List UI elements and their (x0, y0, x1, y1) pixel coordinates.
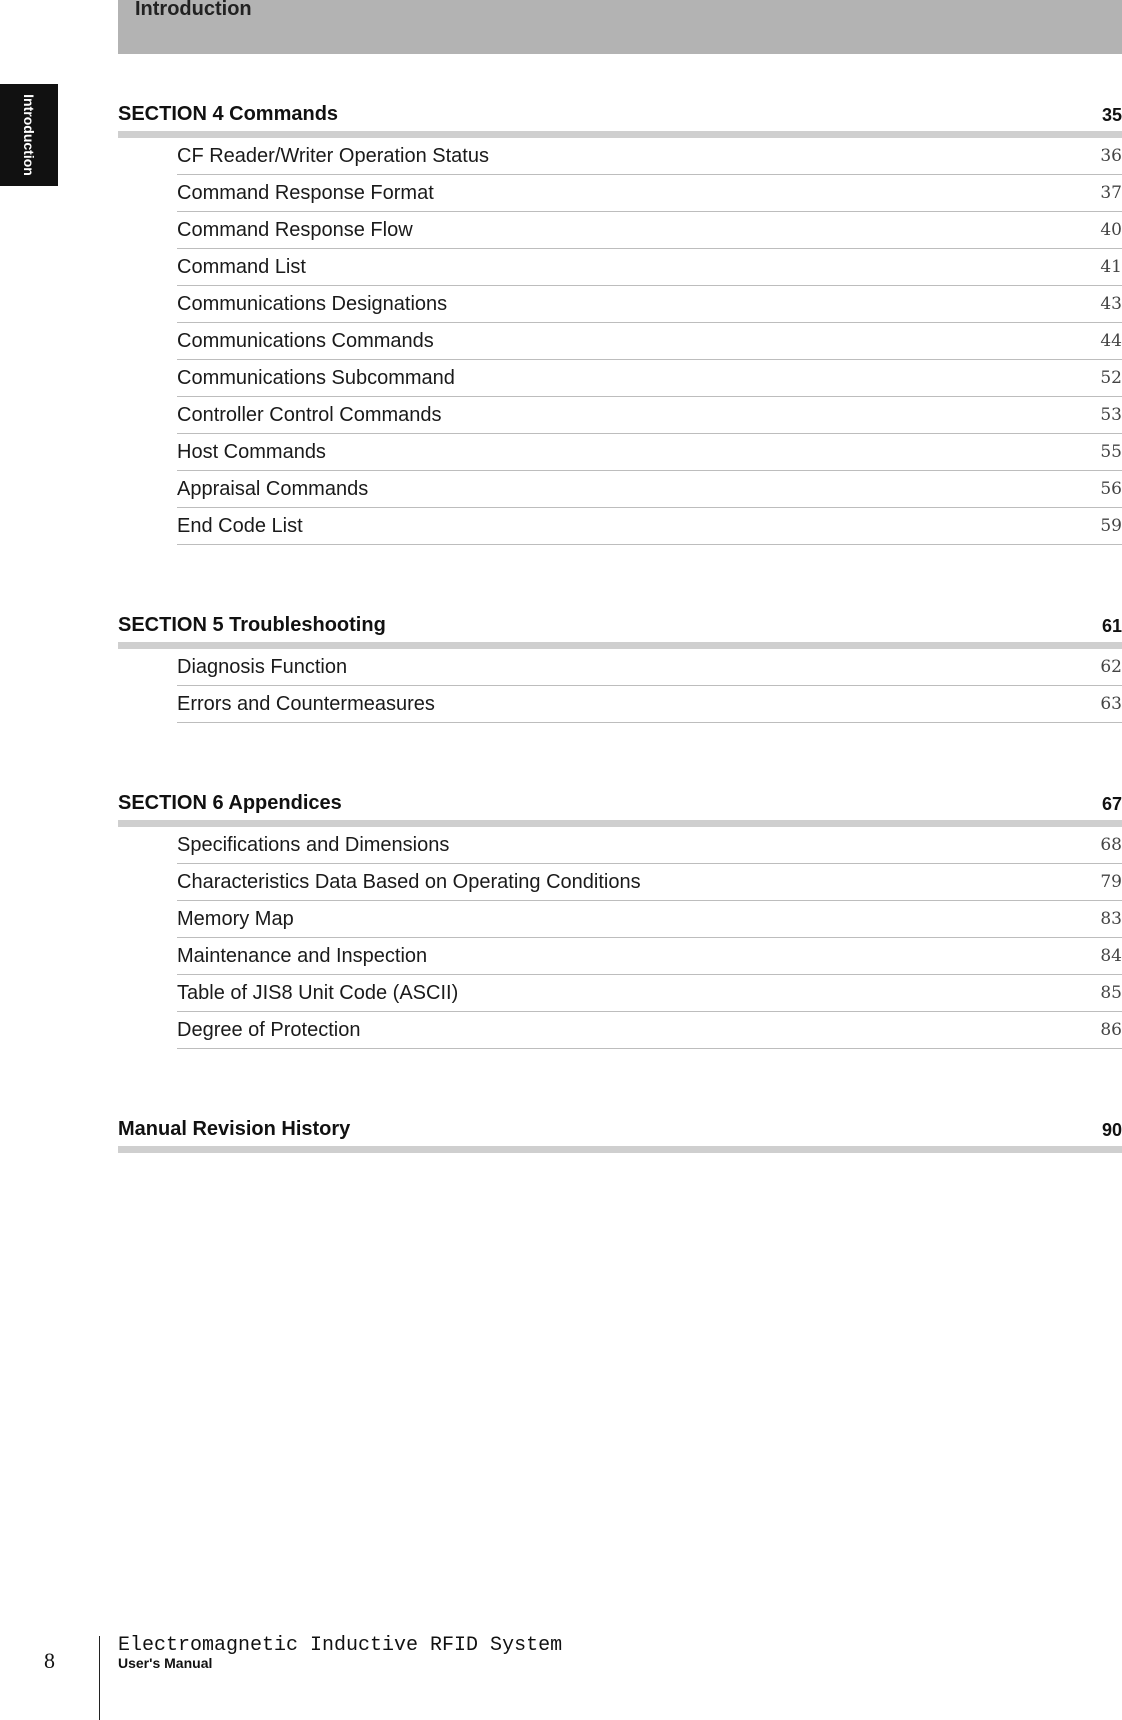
toc-entry[interactable] (177, 1012, 1122, 1049)
section-page-number: 61 (1101, 616, 1122, 636)
entry-page-number: 85 (1100, 983, 1122, 1003)
section-rule (118, 1146, 1122, 1153)
section-heading[interactable] (118, 1113, 1122, 1141)
entry-title: Table of JIS8 Unit Code (ASCII) (177, 981, 459, 1004)
section-page-number: 90 (1101, 1120, 1122, 1140)
toc-section (118, 98, 1122, 545)
toc-entry[interactable] (177, 827, 1122, 864)
entry-page-number: 41 (1100, 257, 1122, 277)
entry-title: Communications Commands (177, 329, 434, 352)
toc-entry[interactable] (177, 938, 1122, 975)
toc-entry[interactable] (177, 175, 1122, 212)
entry-list (177, 649, 1122, 723)
table-of-contents (118, 98, 1122, 1217)
entry-title: Maintenance and Inspection (177, 944, 428, 967)
entry-title: Characteristics Data Based on Operating Conditions (177, 870, 641, 893)
side-tab (0, 84, 58, 186)
entry-title: Memory Map (177, 907, 294, 930)
entry-page-number: 86 (1100, 1020, 1122, 1040)
entry-page-number: 56 (1100, 479, 1122, 499)
toc-entry[interactable] (177, 864, 1122, 901)
entry-title: Command Response Format (177, 181, 434, 204)
section-heading[interactable] (118, 609, 1122, 637)
entry-page-number: 83 (1100, 909, 1122, 929)
entry-title: Specifications and Dimensions (177, 833, 450, 856)
entry-page-number: 52 (1100, 368, 1122, 388)
entry-page-number: 68 (1100, 835, 1122, 855)
toc-entry[interactable] (177, 649, 1122, 686)
section-title: SECTION 4 Commands (118, 103, 339, 125)
entry-page-number: 36 (1100, 146, 1122, 166)
entry-page-number: 55 (1100, 442, 1122, 462)
section-heading[interactable] (118, 787, 1122, 815)
entry-page-number: 44 (1100, 331, 1122, 351)
entry-page-number: 79 (1100, 872, 1122, 892)
toc-entry[interactable] (177, 360, 1122, 397)
entry-page-number: 40 (1100, 220, 1122, 240)
entry-list (177, 138, 1122, 545)
section-page-number: 35 (1101, 105, 1122, 125)
footer-product-name: Electromagnetic Inductive RFID System (118, 1634, 563, 1657)
entry-list (177, 827, 1122, 1049)
toc-entry[interactable] (177, 286, 1122, 323)
entry-title: Command List (177, 255, 306, 278)
entry-page-number: 63 (1100, 694, 1122, 714)
section-title: SECTION 5 Troubleshooting (118, 614, 386, 636)
entry-title: End Code List (177, 514, 303, 537)
entry-title: Diagnosis Function (177, 655, 348, 678)
toc-entry[interactable] (177, 901, 1122, 938)
section-page-number: 67 (1101, 794, 1122, 814)
entry-page-number: 53 (1100, 405, 1122, 425)
entry-page-number: 59 (1100, 516, 1122, 536)
section-rule (118, 131, 1122, 138)
toc-section (118, 1113, 1122, 1153)
toc-entry[interactable] (177, 975, 1122, 1012)
entry-page-number: 43 (1100, 294, 1122, 314)
toc-entry[interactable] (177, 249, 1122, 286)
toc-entry[interactable] (177, 138, 1122, 175)
entry-title: Host Commands (177, 440, 326, 463)
toc-section (118, 787, 1122, 1049)
toc-entry[interactable] (177, 471, 1122, 508)
section-title: Manual Revision History (118, 1118, 351, 1140)
header-bar (118, 0, 1122, 54)
entry-title: Degree of Protection (177, 1018, 361, 1041)
entry-title: Communications Designations (177, 292, 448, 315)
section-rule (118, 642, 1122, 649)
entry-title: Controller Control Commands (177, 403, 442, 426)
footer-divider (99, 1636, 100, 1720)
footer-manual-label: User's Manual (118, 1655, 213, 1671)
page-header-title: Introduction (135, 0, 252, 20)
entry-page-number: 84 (1100, 946, 1122, 966)
toc-section (118, 609, 1122, 723)
entry-page-number: 37 (1100, 183, 1122, 203)
footer-page-number: 8 (44, 1648, 55, 1673)
entry-page-number: 62 (1100, 657, 1122, 677)
entry-title: CF Reader/Writer Operation Status (177, 144, 489, 167)
toc-entry[interactable] (177, 397, 1122, 434)
entry-title: Appraisal Commands (177, 477, 369, 500)
section-rule (118, 820, 1122, 827)
entry-title: Errors and Countermeasures (177, 692, 435, 715)
toc-entry[interactable] (177, 434, 1122, 471)
side-tab-label: Introduction (21, 94, 37, 176)
section-heading[interactable] (118, 98, 1122, 126)
toc-entry[interactable] (177, 508, 1122, 545)
toc-entry[interactable] (177, 686, 1122, 723)
entry-title: Communications Subcommand (177, 366, 455, 389)
toc-entry[interactable] (177, 323, 1122, 360)
entry-title: Command Response Flow (177, 218, 413, 241)
toc-entry[interactable] (177, 212, 1122, 249)
section-title: SECTION 6 Appendices (118, 792, 342, 814)
